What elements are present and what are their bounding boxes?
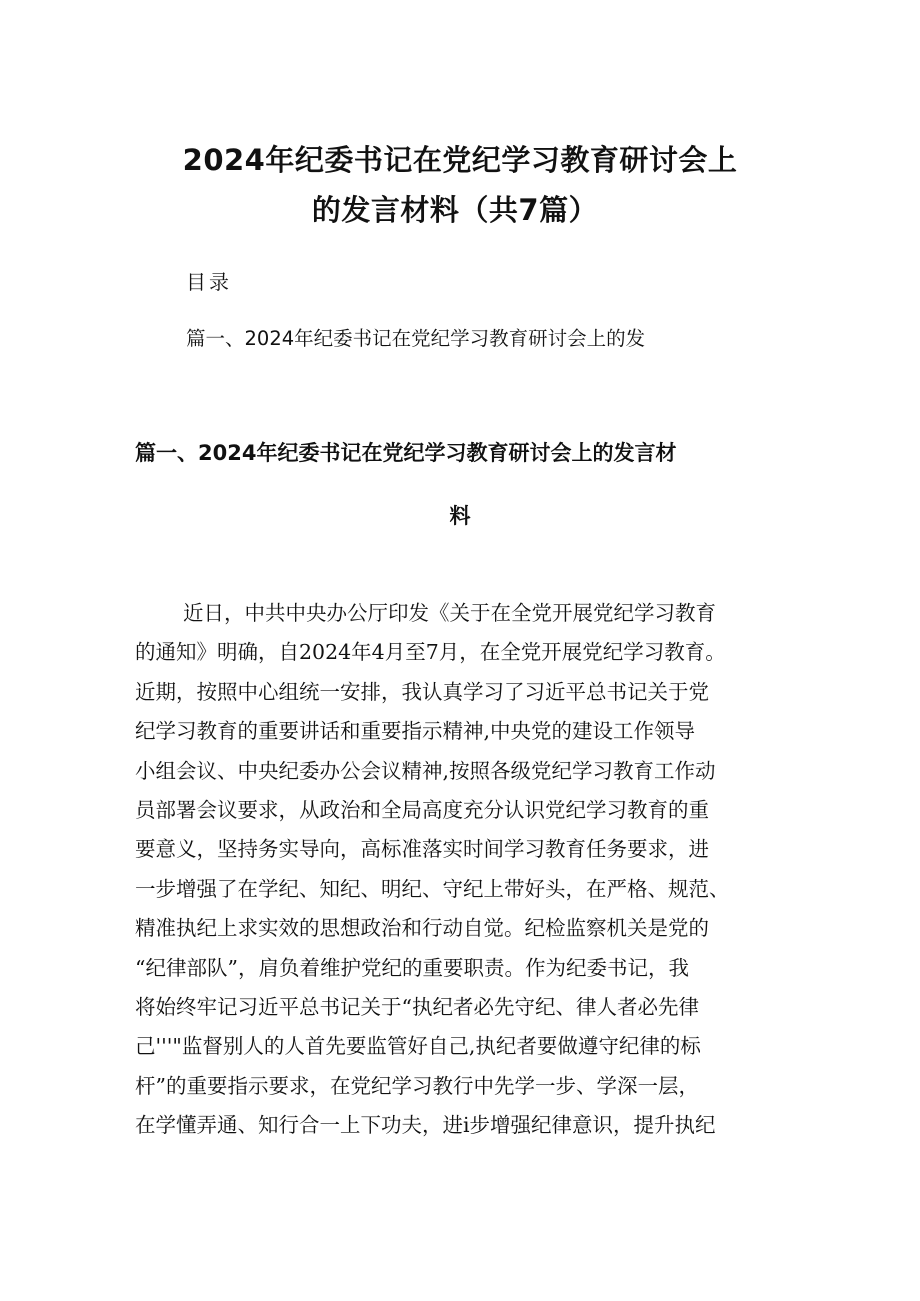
body-line: 近日，中共中央办公厅印发《关于在全党开展党纪学习教育: [183, 601, 716, 625]
toc-heading: 目录: [186, 270, 232, 294]
section-title-line-2: 料: [449, 504, 471, 528]
body-line: 的通知》明确，自2024年4月至7月，在全党开展党纪学习教育。: [135, 640, 726, 665]
body-line: 一步增强了在学纪、知纪、明纪、守纪上带好头，在严格、规范、: [135, 876, 730, 901]
body-paragraph: [135, 594, 795, 1145]
body-line: 杆”的重要指示要求，在党纪学习教行中先学一步、学深一层，: [135, 1073, 699, 1098]
body-line: 将始终牢记习近平总书记关于“执纪者必先守纪、律人者必先律: [135, 994, 699, 1019]
body-line: “纪律部队”，肩负着维护党纪的重要职责。作为纪委书记，我: [135, 955, 689, 980]
body-line: 精准执纪上求实效的思想政治和行动自觉。纪检监察机关是党的: [135, 916, 709, 941]
document-title-line-2: 的发言材料（共7篇）: [311, 193, 599, 227]
body-line: 在学懂弄通、知行合一上下功夫，进i步增强纪律意识，提升执纪: [135, 1113, 716, 1138]
section-title-line-1: 篇一、2024年纪委书记在党纪学习教育研讨会上的发言材: [135, 441, 677, 465]
body-line: 己'''"监督别人的人首先要监管好自己,执纪者要做遵守纪律的标: [135, 1034, 701, 1059]
toc-item[interactable]: 篇一、2024年纪委书记在党纪学习教育研讨会上的发: [186, 327, 646, 350]
document-title-line-1: 2024年纪委书记在党纪学习教育研讨会上: [182, 143, 738, 177]
body-line: 员部署会议要求，从政治和全局高度充分认识党纪学习教育的重: [135, 797, 709, 822]
body-line: 近期，按照中心组统一安排，我认真学习了习近平总书记关于党: [135, 679, 709, 704]
body-line: 要意义，坚持务实导向，高标准落实时间学习教育任务要求，进: [135, 837, 709, 862]
body-line: 纪学习教育的重要讲话和重要指示精神,中央党的建设工作领导: [135, 719, 696, 744]
body-line: 小组会议、中央纪委办公会议精神,按照各级党纪学习教育工作动: [135, 758, 716, 783]
